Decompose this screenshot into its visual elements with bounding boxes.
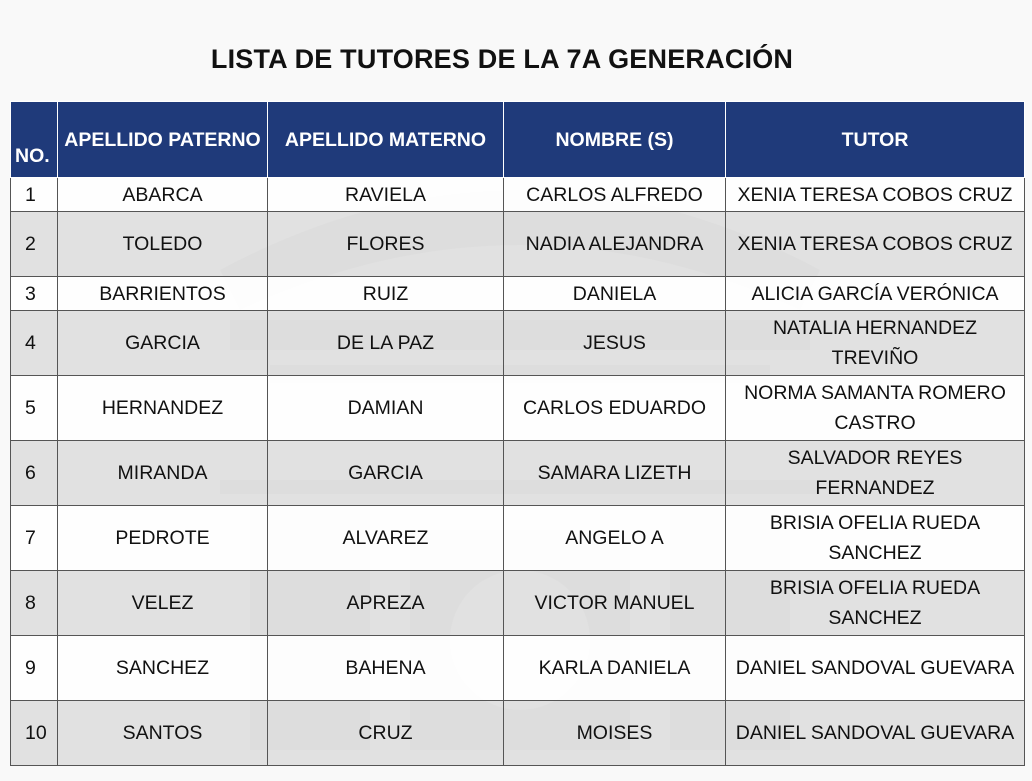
cell-nombre: NADIA ALEJANDRA (504, 212, 726, 277)
cell-tutor: BRISIA OFELIA RUEDA SANCHEZ (726, 571, 1025, 636)
cell-number: 4 (11, 311, 58, 376)
cell-apellido-paterno: GARCIA (58, 311, 268, 376)
cell-number: 6 (11, 441, 58, 506)
cell-tutor: DANIEL SANDOVAL GUEVARA (726, 701, 1025, 766)
cell-apellido-materno: RAVIELA (268, 178, 504, 212)
column-header-nombre: NOMBRE (S) (504, 102, 726, 178)
table-row (11, 636, 1025, 701)
page-title: LISTA DE TUTORES DE LA 7A GENERACIÓN (210, 44, 794, 74)
cell-apellido-paterno: ABARCA (58, 178, 268, 212)
cell-tutor: NATALIA HERNANDEZ TREVIÑO (726, 311, 1025, 376)
cell-apellido-paterno: SANTOS (58, 701, 268, 766)
cell-number: 3 (11, 277, 58, 311)
cell-tutor: XENIA TERESA COBOS CRUZ (726, 178, 1025, 212)
cell-nombre: SAMARA LIZETH (504, 441, 726, 506)
table-row (11, 571, 1025, 636)
table-header-row (11, 102, 1025, 178)
column-header-apellido-materno: APELLIDO MATERNO (268, 102, 504, 178)
column-header-apellido-paterno: APELLIDO PATERNO (58, 102, 268, 178)
cell-apellido-materno: ALVAREZ (268, 506, 504, 571)
column-header-tutor: TUTOR (726, 102, 1025, 178)
cell-apellido-paterno: HERNANDEZ (58, 376, 268, 441)
table-row (11, 376, 1025, 441)
cell-tutor: XENIA TERESA COBOS CRUZ (726, 212, 1025, 277)
cell-nombre: KARLA DANIELA (504, 636, 726, 701)
cell-number: 8 (11, 571, 58, 636)
cell-apellido-paterno: BARRIENTOS (58, 277, 268, 311)
cell-apellido-materno: FLORES (268, 212, 504, 277)
cell-nombre: MOISES (504, 701, 726, 766)
cell-number: 1 (11, 178, 58, 212)
cell-tutor: ALICIA GARCÍA VERÓNICA (726, 277, 1025, 311)
cell-apellido-materno: APREZA (268, 571, 504, 636)
cell-apellido-materno: GARCIA (268, 441, 504, 506)
table-row (11, 701, 1025, 766)
cell-nombre: ANGELO A (504, 506, 726, 571)
cell-number: 7 (11, 506, 58, 571)
table-row (11, 178, 1025, 212)
cell-tutor: BRISIA OFELIA RUEDA SANCHEZ (726, 506, 1025, 571)
cell-apellido-materno: CRUZ (268, 701, 504, 766)
cell-tutor: SALVADOR REYES FERNANDEZ (726, 441, 1025, 506)
cell-tutor: DANIEL SANDOVAL GUEVARA (726, 636, 1025, 701)
column-header-number: NO. (11, 102, 58, 178)
cell-number: 5 (11, 376, 58, 441)
cell-apellido-materno: RUIZ (268, 277, 504, 311)
cell-number: 2 (11, 212, 58, 277)
cell-number: 9 (11, 636, 58, 701)
cell-nombre: CARLOS ALFREDO (504, 178, 726, 212)
cell-apellido-materno: DE LA PAZ (268, 311, 504, 376)
cell-apellido-paterno: SANCHEZ (58, 636, 268, 701)
cell-apellido-paterno: PEDROTE (58, 506, 268, 571)
table-row (11, 441, 1025, 506)
cell-nombre: JESUS (504, 311, 726, 376)
cell-nombre: DANIELA (504, 277, 726, 311)
table-row (11, 277, 1025, 311)
cell-number: 10 (11, 701, 58, 766)
table-row (11, 311, 1025, 376)
table-row (11, 212, 1025, 277)
cell-apellido-materno: BAHENA (268, 636, 504, 701)
cell-apellido-paterno: MIRANDA (58, 441, 268, 506)
cell-apellido-materno: DAMIAN (268, 376, 504, 441)
cell-apellido-paterno: TOLEDO (58, 212, 268, 277)
cell-apellido-paterno: VELEZ (58, 571, 268, 636)
tutors-table (10, 101, 1025, 766)
table-row (11, 506, 1025, 571)
cell-tutor: NORMA SAMANTA ROMERO CASTRO (726, 376, 1025, 441)
cell-nombre: CARLOS EDUARDO (504, 376, 726, 441)
cell-nombre: VICTOR MANUEL (504, 571, 726, 636)
